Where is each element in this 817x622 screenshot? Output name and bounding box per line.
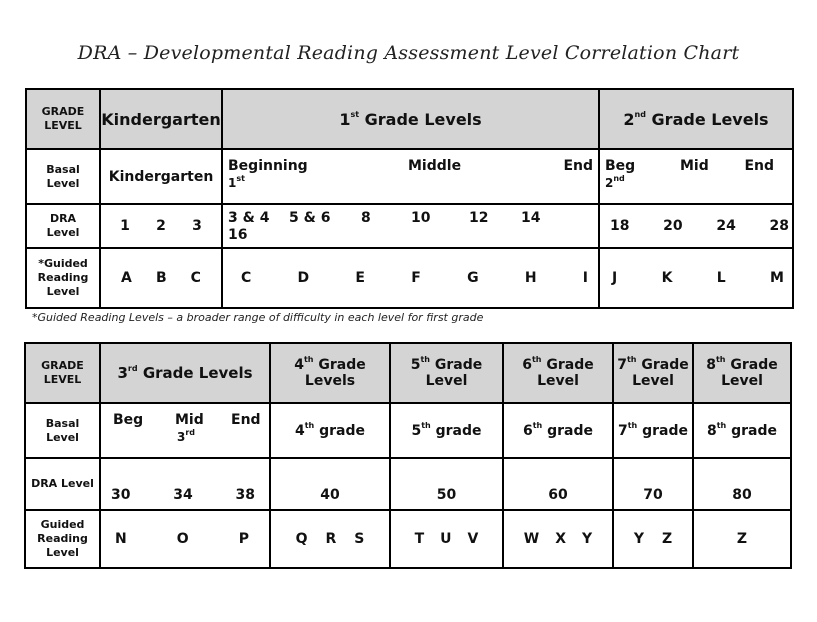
basal-fifth-grade: 5th grade (390, 403, 503, 458)
dra-eighth-grade: 80 (693, 458, 791, 510)
basal-seventh-grade: 7th grade (613, 403, 693, 458)
guided-fourth-grade: Q R S (270, 510, 390, 568)
basal-second-grade: Beg 2nd Mid End (599, 149, 793, 204)
table-3-8 (24, 342, 792, 569)
basal-third-grade: Beg Mid 3rd End (100, 403, 270, 458)
guided-kindergarten: A B C (100, 248, 222, 308)
first-grade-header: 1st Grade Levels (222, 89, 599, 149)
guided-fifth-grade: T U V (390, 510, 503, 568)
grade-level-label: GRADE LEVEL (26, 89, 100, 149)
eighth-grade-header: 8th Grade Level (693, 343, 791, 403)
basal-first-grade: Beginning 1st Middle End (222, 149, 599, 204)
basal-kindergarten: Kindergarten (100, 149, 222, 204)
guided-reading-label-2: Guided Reading Level (25, 510, 100, 568)
dra-seventh-grade: 70 (613, 458, 693, 510)
fifth-grade-header: 5th Grade Level (390, 343, 503, 403)
dra-level-label: DRA Level (26, 204, 100, 248)
guided-third-grade: N O P (100, 510, 270, 568)
sixth-grade-header: 6th Grade Level (503, 343, 613, 403)
dra-second-grade: 18 20 24 28 (599, 204, 793, 248)
basal-eighth-grade: 8th grade (693, 403, 791, 458)
dra-level-label-2: DRA Level (25, 458, 100, 510)
dra-third-grade: 30 34 38 (100, 458, 270, 510)
table-k-2 (25, 88, 794, 309)
kindergarten-header: Kindergarten (100, 89, 222, 149)
second-grade-header: 2nd Grade Levels (599, 89, 793, 149)
grade-level-label-2: GRADE LEVEL (25, 343, 100, 403)
basal-level-label-2: Basal Level (25, 403, 100, 458)
dra-fourth-grade: 40 (270, 458, 390, 510)
basal-fourth-grade: 4th grade (270, 403, 390, 458)
basal-sixth-grade: 6th grade (503, 403, 613, 458)
guided-eighth-grade: Z (693, 510, 791, 568)
dra-fifth-grade: 50 (390, 458, 503, 510)
guided-sixth-grade: W X Y (503, 510, 613, 568)
seventh-grade-header: 7th Grade Level (613, 343, 693, 403)
basal-level-label: Basal Level (26, 149, 100, 204)
guided-reading-label: *Guided Reading Level (26, 248, 100, 308)
guided-seventh-grade: Y Z (613, 510, 693, 568)
guided-first-grade: C D E F G H I (222, 248, 599, 308)
footnote: *Guided Reading Levels – a broader range of difficulty in each level for first grade (32, 311, 484, 324)
dra-sixth-grade: 60 (503, 458, 613, 510)
guided-second-grade: J K L M (599, 248, 793, 308)
chart-title: DRA – Developmental Reading Assessment Level Correlation Chart (77, 42, 740, 64)
dra-kindergarten: 1 2 3 (100, 204, 222, 248)
fourth-grade-header: 4th Grade Levels (270, 343, 390, 403)
third-grade-header: 3rd Grade Levels (100, 343, 270, 403)
dra-first-grade: 3 & 4 5 & 6 8 10 12 14 16 (222, 204, 599, 248)
